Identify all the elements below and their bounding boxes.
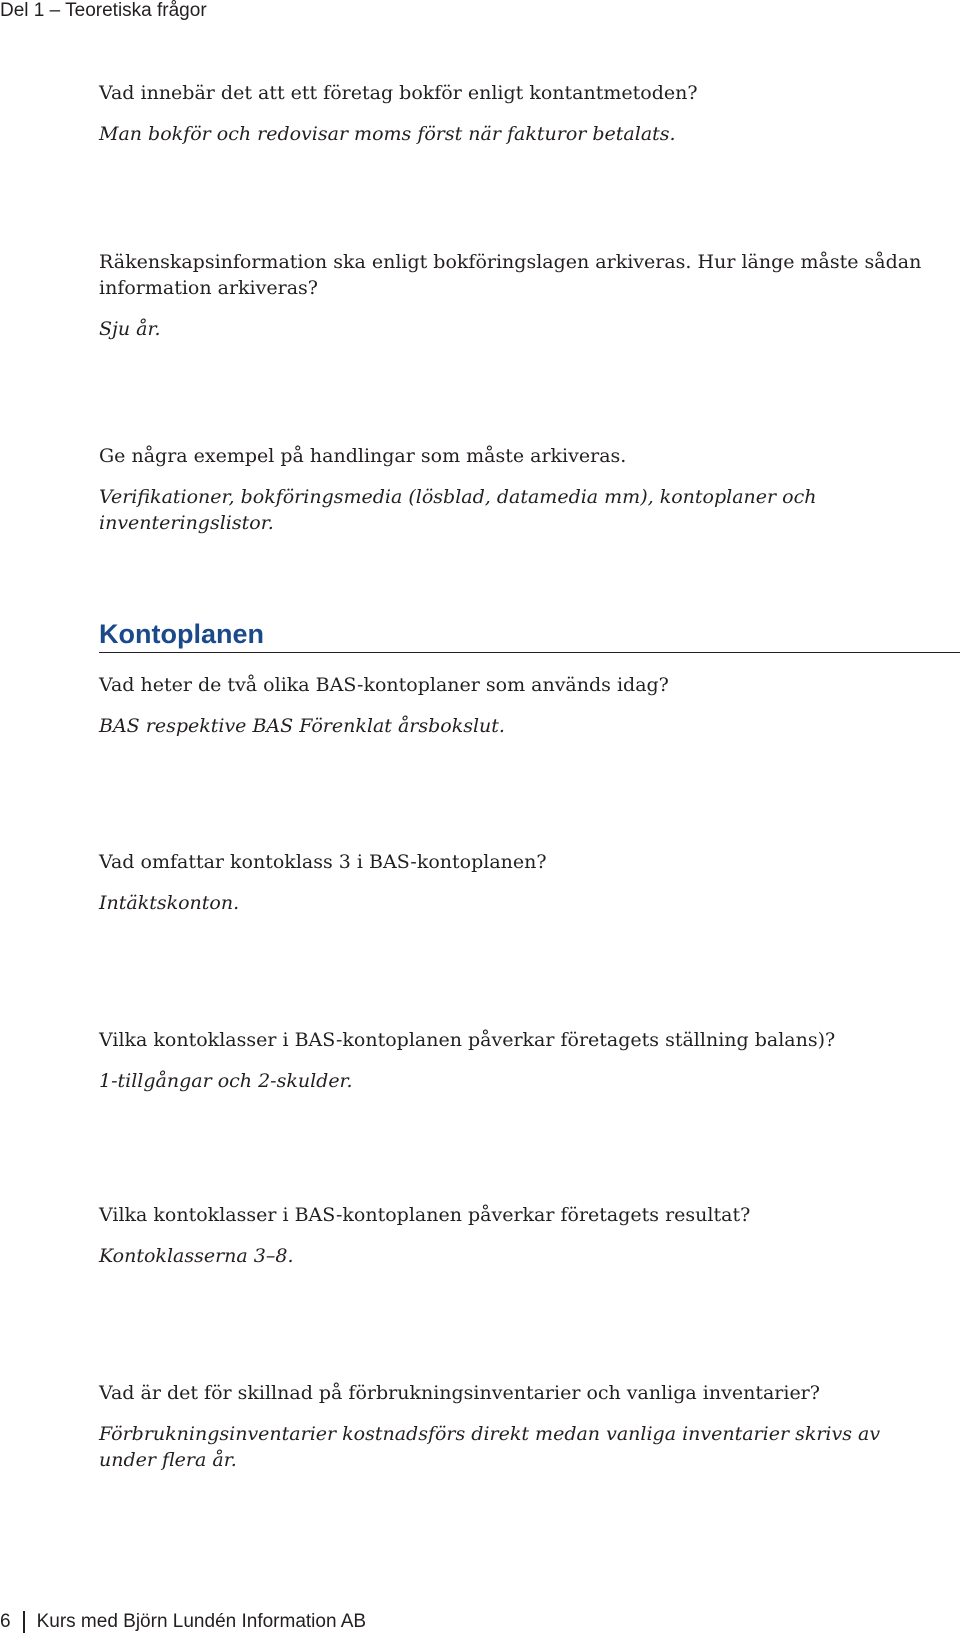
qa-block-archive-examples — [99, 443, 929, 536]
qa-block-inventory — [99, 1380, 929, 1473]
question-text: Vilka kontoklasser i BAS-kontoplanen påverkar företagets ställning balans)? — [99, 1029, 836, 1051]
question-text: Ge några exempel på handlingar som måste arkiveras. — [99, 445, 627, 467]
section-rule — [99, 652, 960, 653]
question-text: Vilka kontoklasser i BAS-kontoplanen påverkar företagets resultat? — [99, 1204, 751, 1226]
qa-block-class-3 — [99, 849, 929, 916]
question-text: Vad innebär det att ett företag bokför enligt kontantmetoden? — [99, 82, 698, 104]
question-text: Vad är det för skillnad på förbrukningsinventarier och vanliga inventarier? — [99, 1382, 820, 1404]
answer-text: Intäktskonton. — [99, 892, 240, 914]
answer-text: Kontoklasserna 3–8. — [99, 1245, 294, 1267]
question-text: Vad heter de två olika BAS-kontoplaner som används idag? — [99, 674, 669, 696]
qa-block-archive-duration — [99, 249, 929, 342]
qa-block-balance-classes — [99, 1027, 929, 1094]
question-text: Vad omfattar kontoklass 3 i BAS-kontoplanen? — [99, 851, 547, 873]
page-number: 6 — [0, 1611, 11, 1632]
answer-text: Sju år. — [99, 318, 161, 340]
qa-block-bas-plans — [99, 672, 929, 739]
section-heading: Kontoplanen — [99, 619, 264, 649]
publisher-name: Kurs med Björn Lundén Information AB — [36, 1611, 367, 1632]
answer-text: 1-tillgångar och 2-skulder. — [99, 1070, 353, 1092]
question-text: Räkenskapsinformation ska enligt bokföringslagen arkiveras. Hur länge måste sådan information arkiveras? — [99, 251, 922, 299]
footer-divider — [23, 1611, 25, 1633]
qa-block-cash-method — [99, 80, 929, 147]
answer-text: BAS respektive BAS Förenklat årsbokslut. — [99, 715, 505, 737]
running-header: Del 1 – Teoretiska frågor — [0, 0, 207, 21]
page-footer — [0, 1611, 366, 1633]
qa-block-result-classes — [99, 1202, 929, 1269]
section-kontoplanen — [99, 618, 960, 653]
answer-text: Förbrukningsinventarier kostnadsförs direkt medan vanliga inventarier skrivs av under flera år. — [99, 1423, 881, 1471]
answer-text: Man bokför och redovisar moms först när fakturor betalats. — [99, 123, 676, 145]
answer-text: Verifikationer, bokföringsmedia (lösblad, datamedia mm), kontoplaner och inventeringslistor. — [99, 486, 817, 534]
